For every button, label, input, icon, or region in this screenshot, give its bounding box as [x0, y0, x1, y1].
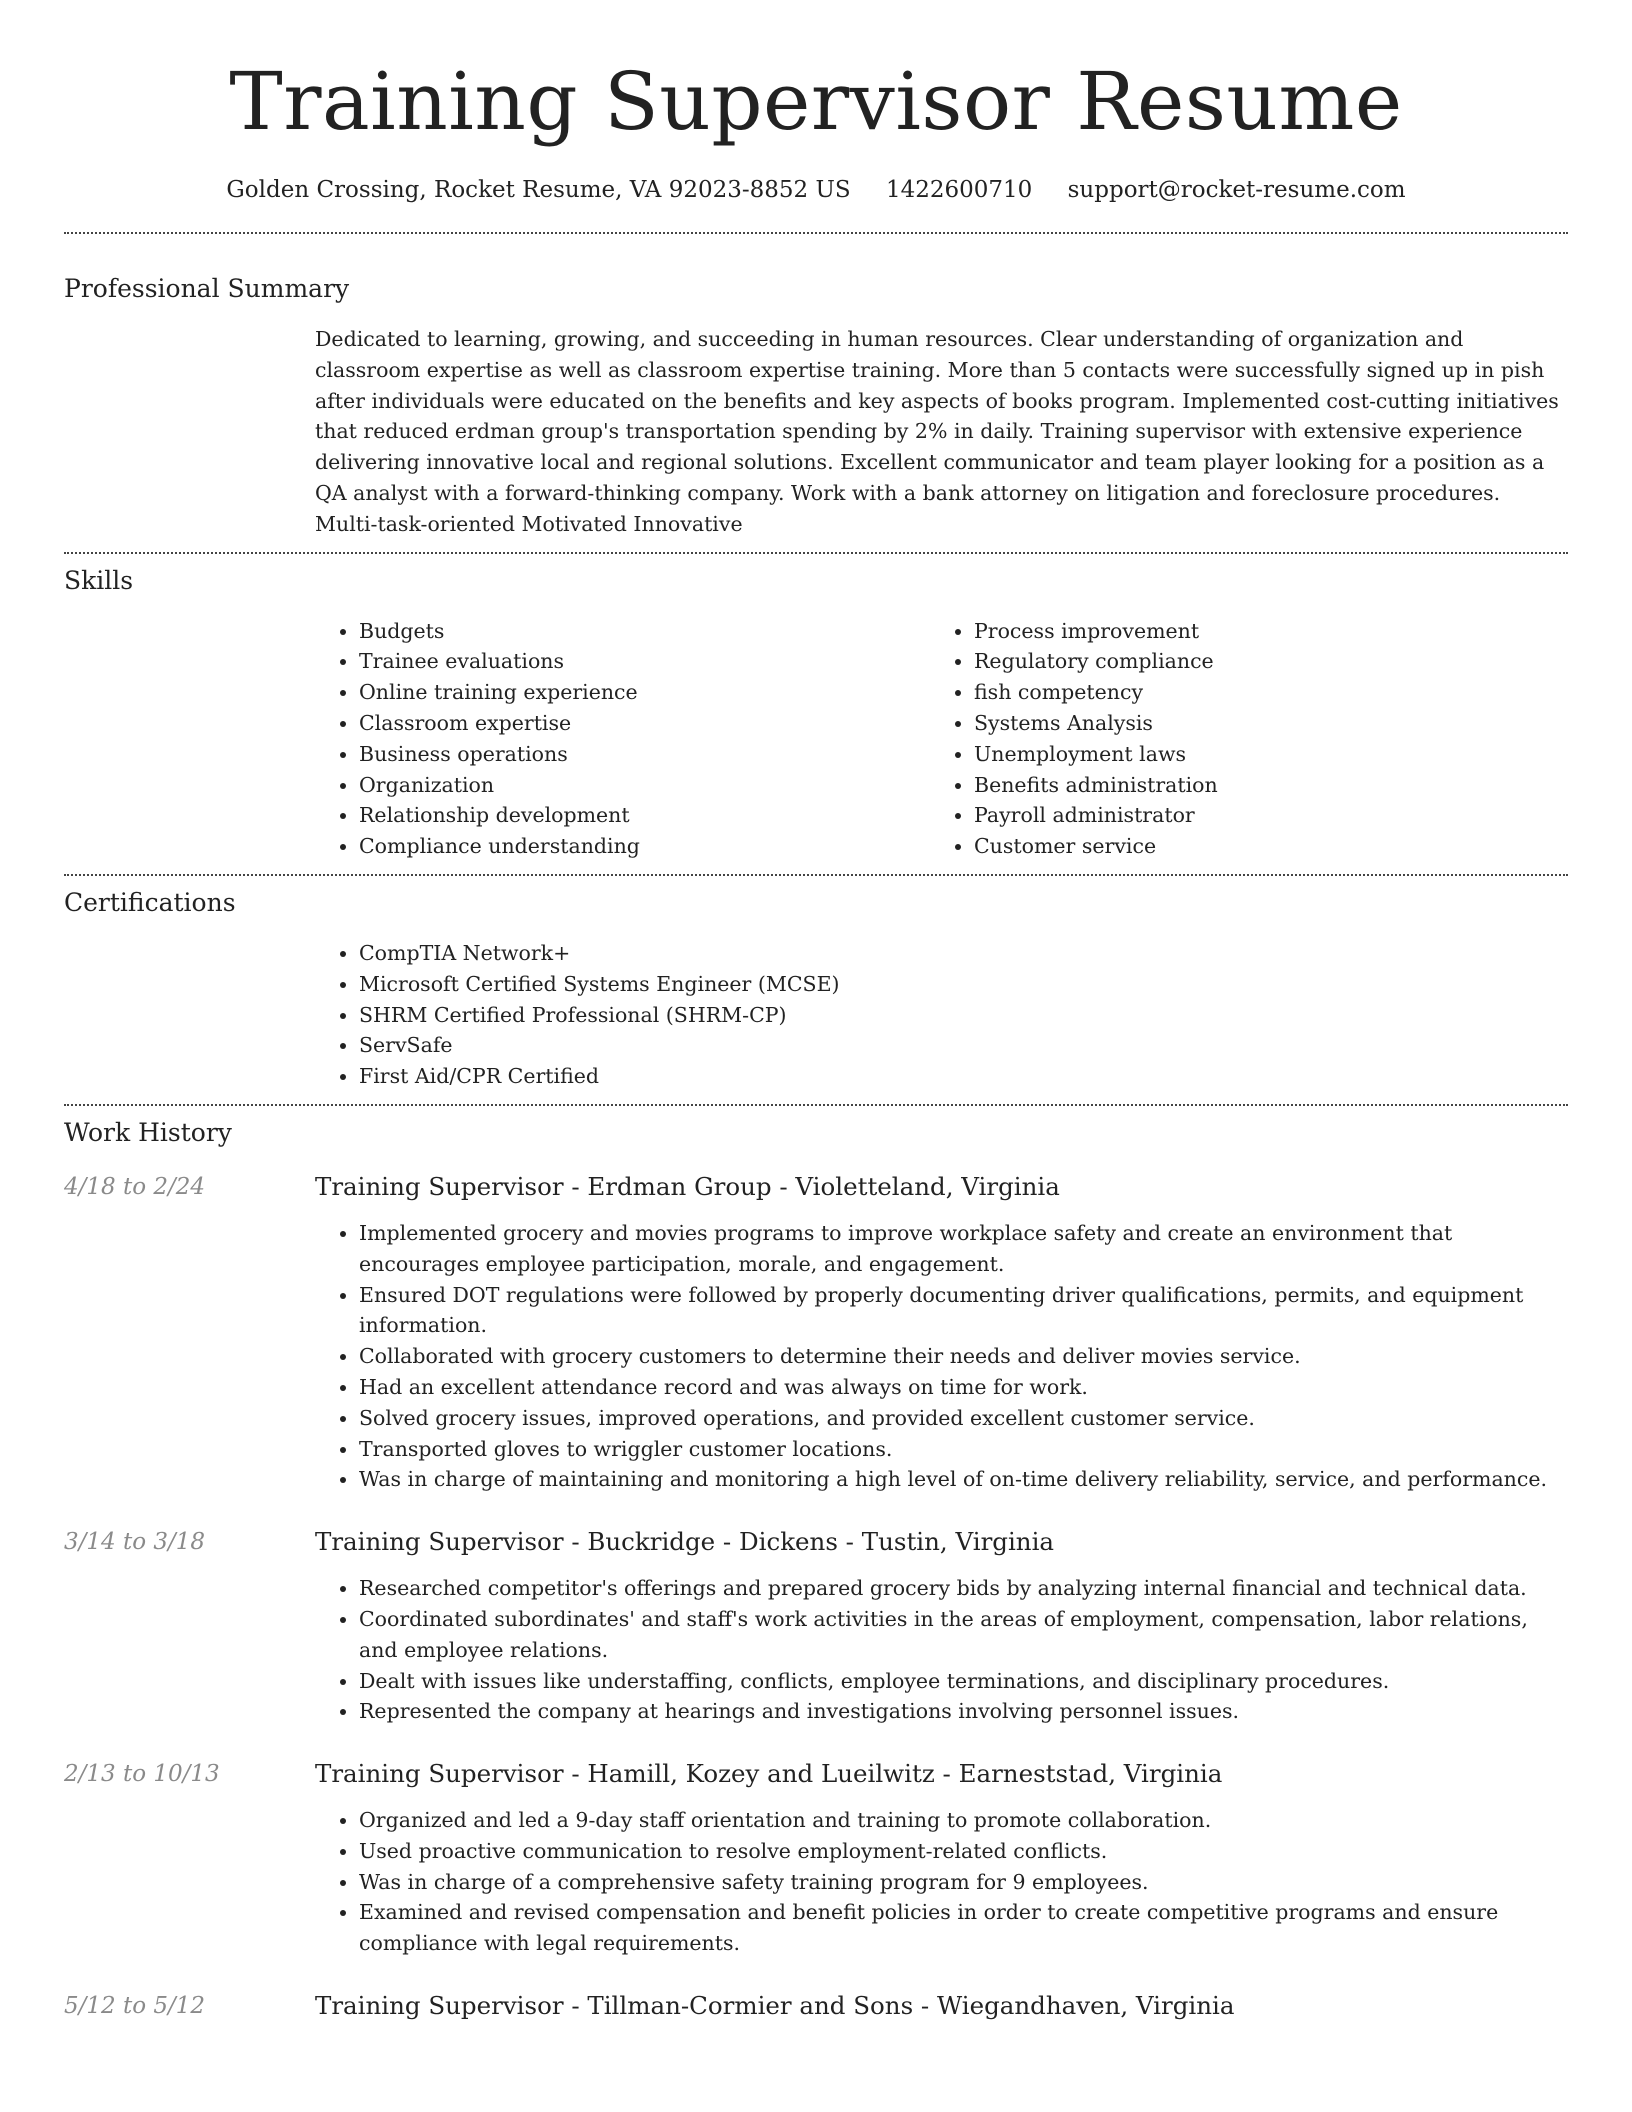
- contact-address: Golden Crossing, Rocket Resume, VA 92023-8852 US: [226, 177, 851, 203]
- job-bullet: • Transported gloves to wriggler customer locations.: [359, 1434, 1568, 1465]
- job-title: Training Supervisor - Tillman-Cormier and Sons - Wiegandhaven, Virginia: [315, 1991, 1235, 2021]
- skill-item: • Relationship development: [359, 800, 930, 831]
- job-bullet: • Used proactive communication to resolve employment-related conflicts.: [359, 1836, 1568, 1867]
- job-entry: [64, 1525, 1568, 1727]
- skill-item: • Trainee evaluations: [359, 646, 930, 677]
- job-bullet-list: [315, 1573, 1568, 1727]
- skill-item: • Budgets: [359, 616, 930, 647]
- skills-heading: Skills: [64, 565, 134, 595]
- job-entry: [64, 1989, 1568, 2023]
- job-bullet: • Researched competitor's offerings and prepared grocery bids by analyzing internal financial and technical data.: [359, 1573, 1568, 1604]
- job-bullet: • Solved grocery issues, improved operations, and provided excellent customer service.: [359, 1403, 1568, 1434]
- certifications-list: [315, 938, 1568, 1092]
- certification-item: • Microsoft Certified Systems Engineer (MCSE): [359, 969, 1568, 1000]
- skill-item: • Classroom expertise: [359, 708, 930, 739]
- job-bullet: • Dealt with issues like understaffing, conflicts, employee terminations, and disciplinary procedures.: [359, 1666, 1568, 1697]
- skill-item: • Benefits administration: [974, 770, 1545, 801]
- skills-column-right: [930, 616, 1545, 862]
- job-dates: 3/14 to 3/18: [64, 1529, 206, 1556]
- skill-item: • Organization: [359, 770, 930, 801]
- job-bullet: • Ensured DOT regulations were followed by properly documenting driver qualifications, permits, and equipment information.: [359, 1280, 1568, 1342]
- contact-phone: 1422600710: [885, 177, 1033, 203]
- skills-column-left: [315, 616, 930, 862]
- job-dates: 2/13 to 10/13: [64, 1761, 220, 1788]
- job-list: [64, 1170, 1568, 2023]
- job-details: [315, 1989, 1568, 2023]
- job-title: Training Supervisor - Hamill, Kozey and Lueilwitz - Earneststad, Virginia: [315, 1759, 1223, 1789]
- summary-text: Dedicated to learning, growing, and succeeding in human resources. Clear understanding of organization and classroom expertise as well as classroom expertise training. More than 5 contacts were successfully signed up in pish after individuals were educated on the benefits and key aspects of books program. Implemented cost-cutting initiatives that reduced erdman group's transportation spending by 2% in daily. Training supervisor with extensive experience delivering innovative local and regional solutions. Excellent communicator and team player looking for a position as a QA analyst with a forward-thinking company. Work with a bank attorney on litigation and foreclosure procedures. Multi-task-oriented Motivated Innovative: [315, 327, 1559, 536]
- job-bullet: • Had an excellent attendance record and was always on time for work.: [359, 1372, 1568, 1403]
- summary-heading: Professional Summary: [64, 274, 350, 303]
- skill-item: • Regulatory compliance: [974, 646, 1545, 677]
- skill-item: • Unemployment laws: [974, 739, 1545, 770]
- job-title: Training Supervisor - Buckridge - Dickens - Tustin, Virginia: [315, 1527, 1055, 1557]
- job-bullet: • Was in charge of a comprehensive safety training program for 9 employees.: [359, 1867, 1568, 1898]
- job-entry: [64, 1757, 1568, 1959]
- job-bullet: • Collaborated with grocery customers to determine their needs and deliver movies service.: [359, 1341, 1568, 1372]
- job-bullet: • Organized and led a 9-day staff orientation and training to promote collaboration.: [359, 1805, 1568, 1836]
- certification-item: • CompTIA Network+: [359, 938, 1568, 969]
- certification-item: • First Aid/CPR Certified: [359, 1061, 1568, 1092]
- contact-email: support@rocket-resume.com: [1067, 177, 1406, 203]
- job-bullet: • Represented the company at hearings and investigations involving personnel issues.: [359, 1696, 1568, 1727]
- summary-section: [64, 234, 1568, 540]
- certification-item: • SHRM Certified Professional (SHRM-CP): [359, 1000, 1568, 1031]
- work-history-section: [64, 1106, 1568, 2023]
- skill-item: • Payroll administrator: [974, 800, 1545, 831]
- job-bullet: • Implemented grocery and movies programs to improve workplace safety and create an environment that encourages employee participation, morale, and engagement.: [359, 1218, 1568, 1280]
- skill-item: • Business operations: [359, 739, 930, 770]
- job-title: Training Supervisor - Erdman Group - Violetteland, Virginia: [315, 1171, 1060, 1201]
- skill-item: • fish competency: [974, 677, 1545, 708]
- job-details: [315, 1525, 1568, 1727]
- certification-item: • ServSafe: [359, 1030, 1568, 1061]
- skill-item: • Online training experience: [359, 677, 930, 708]
- certifications-section: [64, 876, 1568, 1092]
- skill-item: • Compliance understanding: [359, 831, 930, 862]
- job-bullet: • Examined and revised compensation and benefit policies in order to create competitive programs and ensure compliance with legal requirements.: [359, 1897, 1568, 1959]
- skills-section: [64, 554, 1568, 862]
- contact-line: [64, 174, 1568, 206]
- certifications-heading: Certifications: [64, 887, 236, 917]
- job-dates: 4/18 to 2/24: [64, 1173, 206, 1200]
- job-bullet: • Coordinated subordinates' and staff's work activities in the areas of employment, compensation, labor relations, and employee relations.: [359, 1604, 1568, 1666]
- skill-item: • Customer service: [974, 831, 1545, 862]
- resume-title: Training Supervisor Resume: [229, 55, 1403, 148]
- job-bullet-list: [315, 1218, 1568, 1495]
- job-details: [315, 1757, 1568, 1959]
- job-bullet: • Was in charge of maintaining and monitoring a high level of on-time delivery reliability, service, and performance.: [359, 1464, 1568, 1495]
- skill-item: • Systems Analysis: [974, 708, 1545, 739]
- skill-item: • Process improvement: [974, 616, 1545, 647]
- job-entry: [64, 1170, 1568, 1495]
- job-details: [315, 1170, 1568, 1495]
- job-bullet-list: [315, 1805, 1568, 1959]
- work-history-heading: Work History: [64, 1117, 232, 1147]
- skills-grid: [315, 616, 1568, 862]
- job-dates: 5/12 to 5/12: [64, 1993, 206, 2020]
